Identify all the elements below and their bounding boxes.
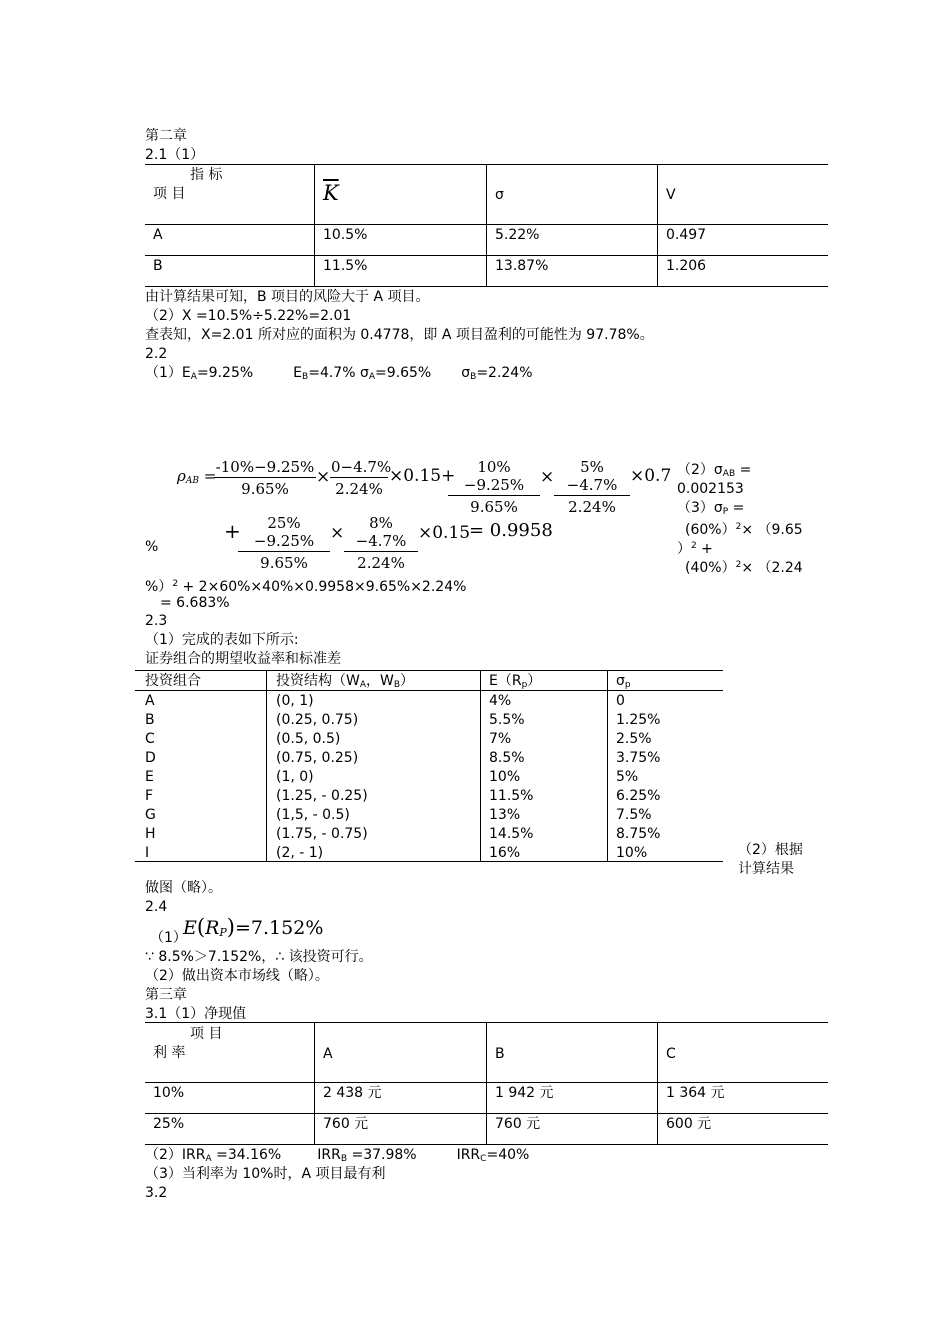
side-line: (60%）$^2$× （9.65	[685, 522, 803, 538]
table1-cell-name: B	[153, 258, 163, 274]
table1-cell-name: A	[153, 227, 163, 243]
paragraph: （2）X =10.5%÷5.22%=2.01	[145, 308, 352, 324]
table2-cell-structure: (1.75, - 0.75)	[276, 826, 368, 842]
table2-cell-structure: (1, 0)	[276, 769, 314, 785]
table1-header-v: V	[666, 187, 676, 203]
table2-cell-return: 11.5%	[489, 788, 534, 804]
table1-header-k: $\overline{K}$	[323, 181, 339, 205]
chapter-2-heading: 第二章	[145, 128, 187, 144]
expected-values-line: $(1)E_A=9.25\%$ $E_B=4.7\%$ $\sigma_A=9.65\%$ $\sigma_B=2.24\%$	[145, 365, 533, 382]
side-line: (40%）$^2$× （2.24	[685, 560, 803, 576]
side-line: $(3)\sigma_P$ =	[677, 500, 745, 517]
table1-header-sigma: σ	[495, 187, 504, 203]
table2-cell-sigma: 2.5%	[616, 731, 652, 747]
table2-cell-return: 4%	[489, 693, 512, 709]
fraction: $\frac{10\%-9.25\%}{9.65\%}$	[448, 458, 540, 516]
side-note: 计算结果	[738, 861, 794, 877]
table3-cell-b: 760 元	[495, 1116, 541, 1132]
table2-cell-return: 8.5%	[489, 750, 525, 766]
table2-cell-portfolio: C	[145, 731, 155, 747]
table2-cell-structure: (1,5, - 0.5)	[276, 807, 350, 823]
table3-cell-c: 1 364 元	[666, 1085, 725, 1101]
table2-header-structure: 投资结构（$W_A$，$W_B$）	[276, 673, 415, 690]
table2-cell-structure: (1.25, - 0.25)	[276, 788, 368, 804]
table2-cell-return: 13%	[489, 807, 521, 823]
table1-cell-sigma: 13.87%	[495, 258, 549, 274]
table3-cell-a: 760 元	[323, 1116, 369, 1132]
table2-cell-return: 14.5%	[489, 826, 534, 842]
table2-cell-return: 7%	[489, 731, 512, 747]
table2-cell-structure: (0, 1)	[276, 693, 314, 709]
table1-cell-v: 0.497	[666, 227, 707, 243]
paragraph: （3）当利率为 10%时，A 项目最有利	[145, 1166, 386, 1182]
paragraph: 查表知，X=2.01 所对应的面积为 0.4778，即 A 项目盈利的可能性为 97.78%。	[145, 327, 654, 343]
table1-cell-sigma: 5.22%	[495, 227, 540, 243]
table-caption: 证券组合的期望收益率和标准差	[145, 651, 341, 667]
paragraph: %）$^2$ + 2×60%×40%×0.9958×9.65%×2.24%	[145, 579, 467, 595]
side-note: （2）根据	[738, 842, 803, 858]
table1-cell-v: 1.206	[666, 258, 707, 274]
section-2-4-label: 2.4	[145, 899, 168, 915]
paragraph: ∵ 8.5%＞7.152%，∴ 该投资可行。	[145, 949, 373, 965]
side-line: 0.002153	[677, 481, 744, 497]
times-sign: ×	[540, 467, 555, 487]
table2-cell-portfolio: D	[145, 750, 156, 766]
fraction: $\frac{-10\%-9.25\%}{9.65\%}$	[215, 458, 315, 498]
table2-cell-portfolio: B	[145, 712, 155, 728]
table2-cell-return: 16%	[489, 845, 521, 861]
paragraph: （1）	[150, 930, 187, 946]
table2-cell-portfolio: A	[145, 693, 155, 709]
table2-cell-portfolio: I	[145, 845, 150, 861]
table1-cell-k: 10.5%	[323, 227, 368, 243]
fraction: $\frac{8\%-4.7\%}{2.24\%}$	[344, 514, 418, 572]
table2-header-sigma: $\sigma_p$	[616, 673, 631, 690]
table2-cell-structure: (0.5, 0.5)	[276, 731, 341, 747]
table2-header-return: $E(R_p)$	[489, 673, 542, 690]
section-2-1-label: 2.1（1）	[145, 147, 205, 163]
table2-cell-sigma: 10%	[616, 845, 648, 861]
table3-cell-a: 2 438 元	[323, 1085, 382, 1101]
table2-cell-sigma: 1.25%	[616, 712, 661, 728]
paragraph: （2）做出资本市场线（略）。	[145, 968, 329, 984]
section-3-1-label: 3.1（1）净现值	[145, 1006, 247, 1022]
table1-cell-k: 11.5%	[323, 258, 368, 274]
table3-corner-top: 项 目	[190, 1026, 223, 1042]
rho-symbol: $\rho_{AB}$ =	[177, 467, 217, 486]
table2-cell-sigma: 6.25%	[616, 788, 661, 804]
fraction: $\frac{0-4.7\%}{2.24\%}$	[331, 458, 392, 498]
table2-cell-portfolio: E	[145, 769, 154, 785]
expected-return-formula: $E(R_P)=7.152\%$	[183, 915, 324, 939]
fraction: $\frac{25\%-9.25\%}{9.65\%}$	[238, 514, 330, 572]
table3-header-b: B	[495, 1046, 505, 1062]
table2-header-portfolio: 投资组合	[145, 673, 201, 689]
table2-cell-sigma: 5%	[616, 769, 639, 785]
table2-cell-sigma: 0	[616, 693, 625, 709]
table3-cell-b: 1 942 元	[495, 1085, 554, 1101]
table2-cell-structure: (0.75, 0.25)	[276, 750, 359, 766]
table2-cell-return: 10%	[489, 769, 521, 785]
formula-term: ×0.15+	[389, 466, 456, 486]
table2-cell-sigma: 7.5%	[616, 807, 652, 823]
table2-cell-sigma: 8.75%	[616, 826, 661, 842]
section-2-3-label: 2.3	[145, 613, 168, 629]
paragraph: 由计算结果可知，B 项目的风险大于 A 项目。	[145, 289, 430, 305]
paragraph: 做图（略）。	[145, 880, 222, 896]
side-line: ）$^2$ +	[677, 541, 713, 557]
side-line: $(2)\sigma_{AB}$ =	[677, 462, 752, 479]
table2-cell-portfolio: F	[145, 788, 154, 804]
paragraph: （1）完成的表如下所示:	[145, 632, 299, 648]
chapter-3-heading: 第三章	[145, 987, 187, 1003]
table3-cell-rate: 10%	[153, 1085, 185, 1101]
fraction: $\frac{5\%-4.7\%}{2.24\%}$	[554, 458, 630, 516]
table2-cell-portfolio: H	[145, 826, 156, 842]
section-2-2-label: 2.2	[145, 346, 168, 362]
table3-cell-c: 600 元	[666, 1116, 712, 1132]
irr-line: $(2)IRR_A =34.16\%$ $IRR_B =37.98\%$ $IRR_C=40\%$	[145, 1147, 530, 1164]
formula-term: ×0.15	[418, 523, 471, 543]
paragraph: = 6.683%	[160, 595, 230, 611]
formula-result: = 0.9958	[469, 520, 553, 541]
table1-corner-top: 指 标	[190, 167, 223, 183]
times-sign: ×	[330, 523, 345, 543]
table2-cell-return: 5.5%	[489, 712, 525, 728]
table2-cell-structure: (0.25, 0.75)	[276, 712, 359, 728]
table2-cell-sigma: 3.75%	[616, 750, 661, 766]
formula-term: ×0.7	[630, 466, 672, 486]
table3-header-a: A	[323, 1046, 333, 1062]
table3-corner-bottom: 利 率	[153, 1045, 186, 1061]
table2-cell-portfolio: G	[145, 807, 156, 823]
table3-header-c: C	[666, 1046, 676, 1062]
section-3-2-label: 3.2	[145, 1185, 168, 1201]
table3-cell-rate: 25%	[153, 1116, 185, 1132]
table2-cell-structure: (2, - 1)	[276, 845, 324, 861]
table1-corner-bottom: 项 目	[153, 186, 186, 202]
plus-sign: +	[224, 519, 241, 543]
times-sign: ×	[316, 467, 331, 487]
percent-sign: %	[145, 539, 159, 555]
